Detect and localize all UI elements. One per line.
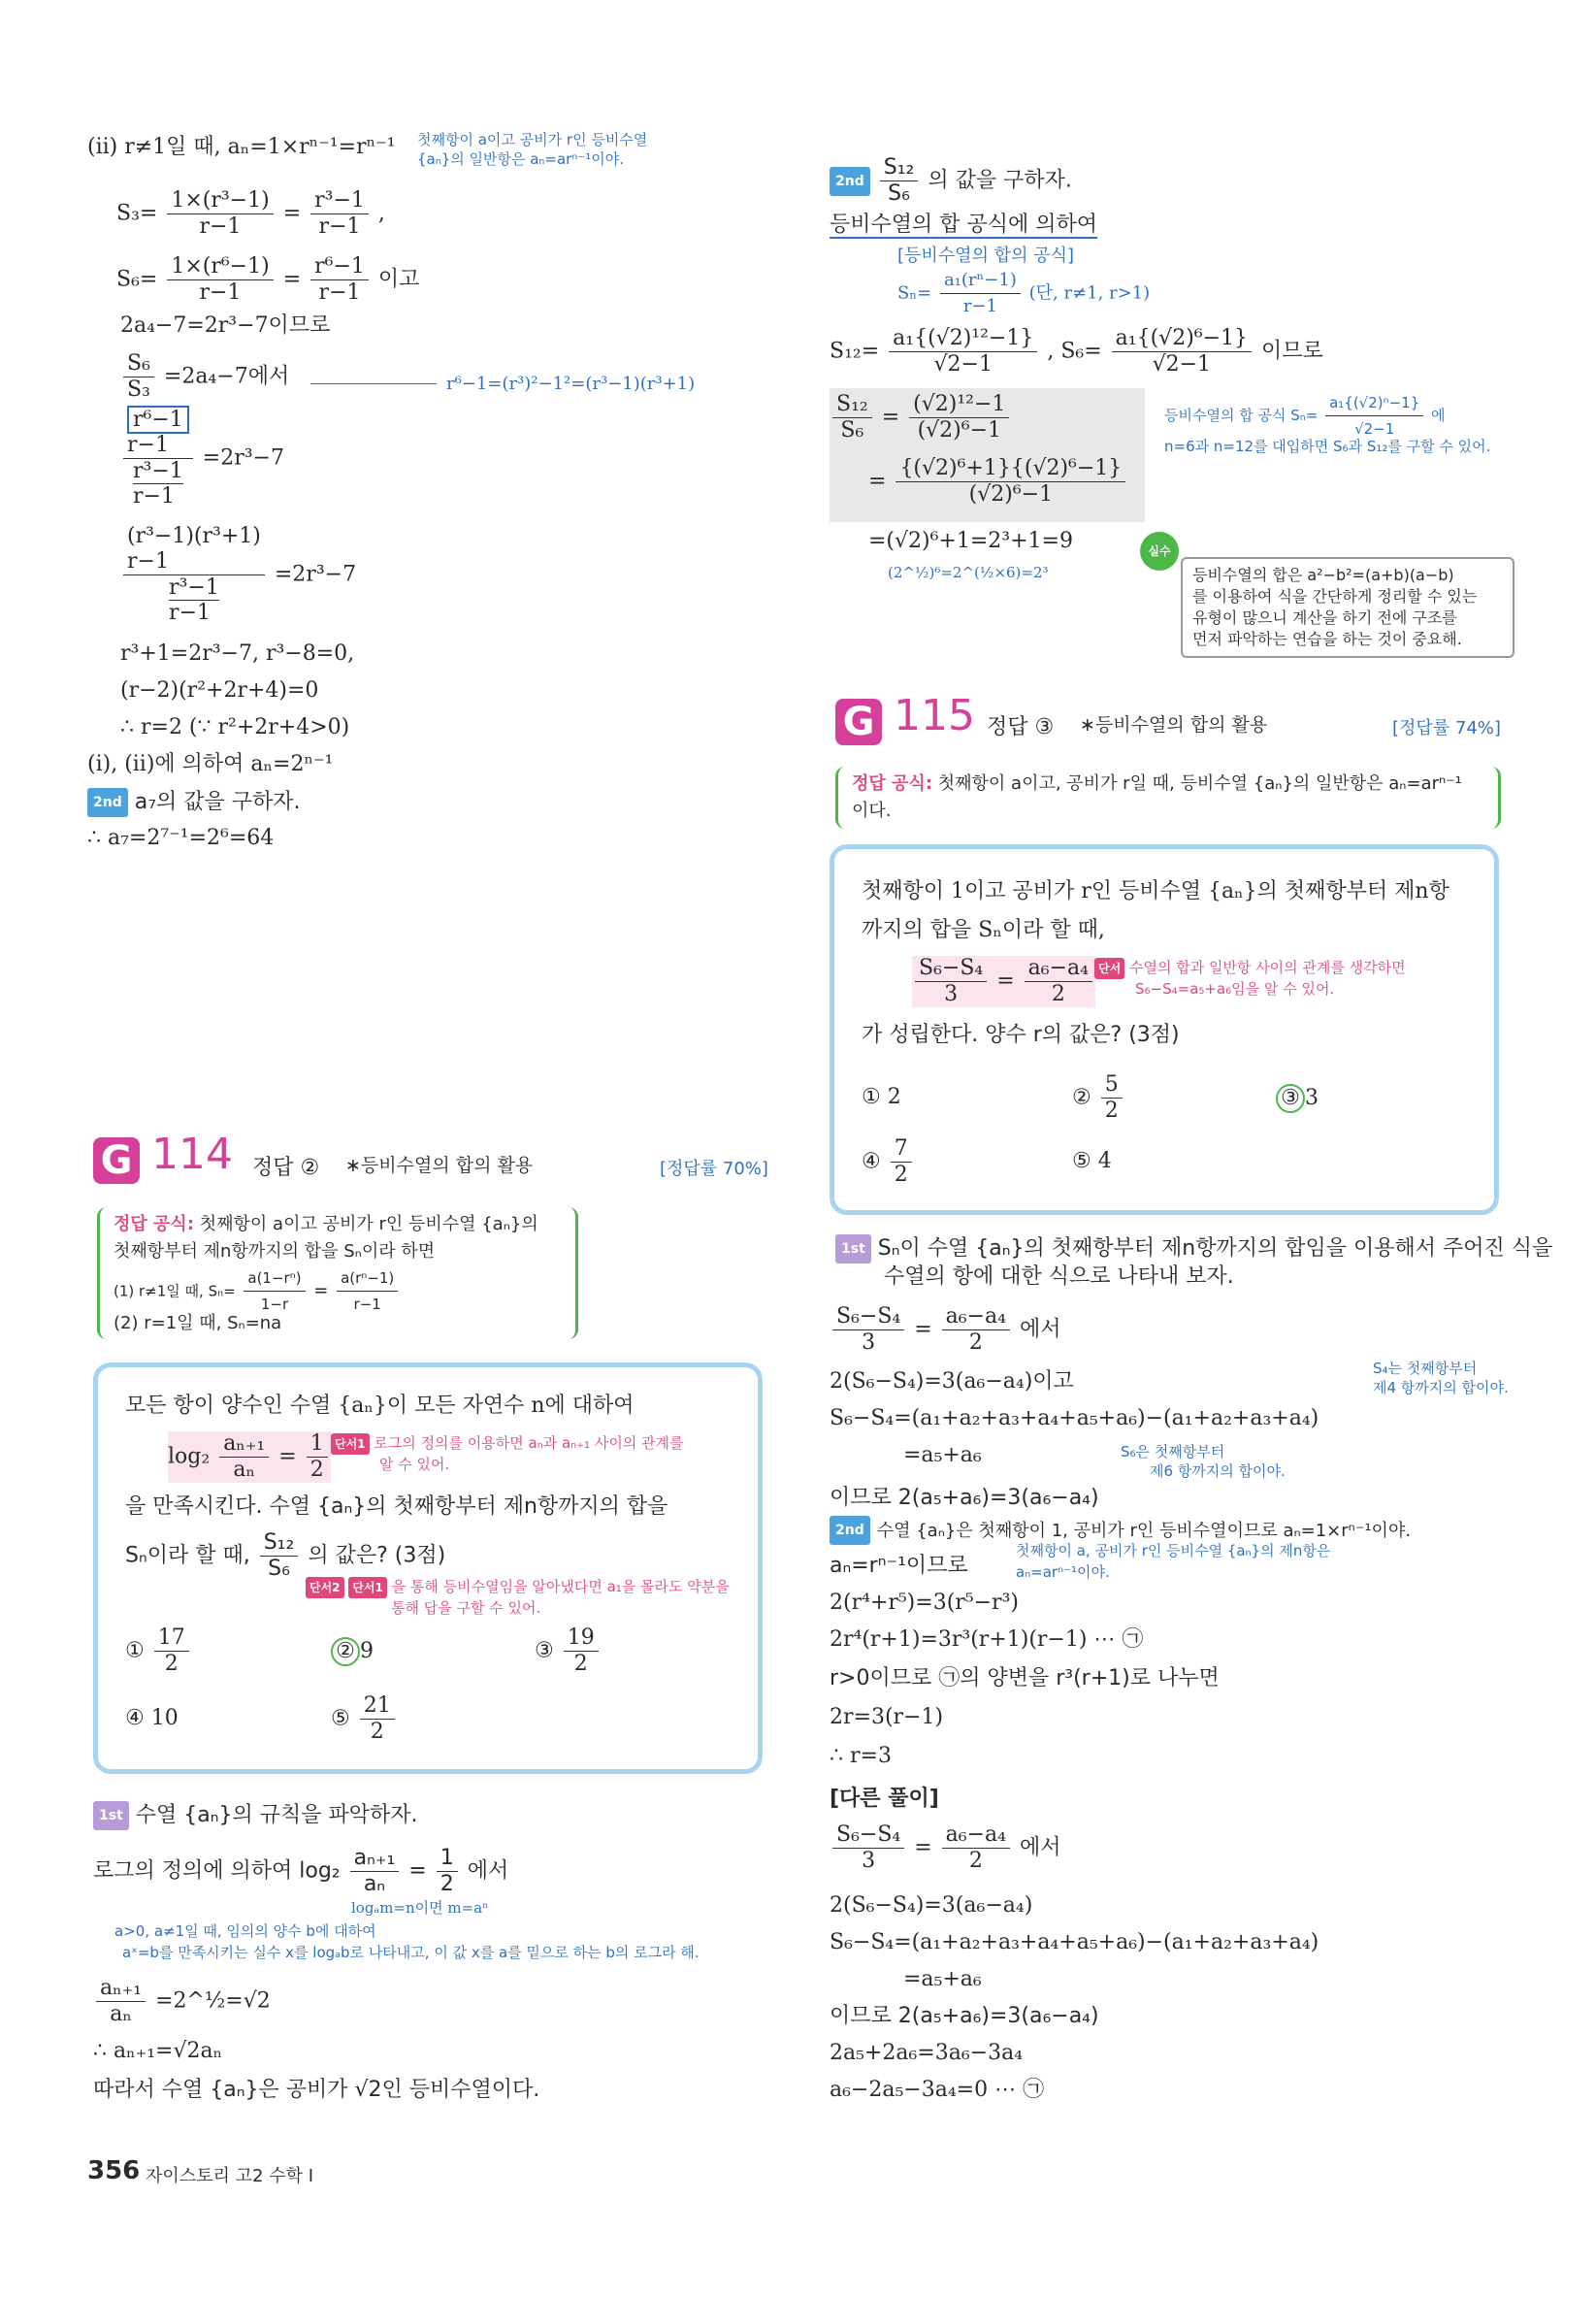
- case2-note-2: {aₙ}의 일반항은 aₙ=arⁿ⁻¹이야.: [417, 150, 624, 168]
- mistake-icon: 실수: [1140, 532, 1179, 571]
- log-note-2: aˣ=b를 만족시키는 실수 x를 logₐb로 나타내고, 이 값 x를 a를 밑으로 하는 b의 로그라 해.: [122, 1944, 700, 1961]
- sol115-step2: 2nd 수열 {aₙ}은 첫째항이 1, 공비가 r인 등비수열이므로 aₙ=1×rⁿ⁻¹이야.: [830, 1516, 1411, 1545]
- alt-e3: S₆−S₄=(a₁+a₂+a₃+a₄+a₅+a₆)−(a₁+a₂+a₃+a₄): [830, 1930, 1319, 1954]
- hint-1: 단서1 로그의 정의를 이용하면 aₙ과 aₙ₊₁ 사이의 관계를: [331, 1433, 684, 1455]
- sol114-line2: $\frac{\text{aₙ₊₁}}{\text{aₙ}}$ =2^½=√2: [93, 1976, 271, 2027]
- alt-e2: 2(S₆−S₄)=3(a₆−a₄): [830, 1893, 1033, 1918]
- alt-e7: a₆−2a₅−3a₄=0 ⋯ ㉠: [830, 2078, 1045, 2102]
- problem-badge: G: [93, 1137, 140, 1184]
- sol115-e6: aₙ=rⁿ⁻¹이므로: [830, 1554, 968, 1578]
- problem-text-3: Sₙ이라 할 때, $\frac{\text{S₁₂}}{\text{S₆}}$ 의 값은? (3점): [125, 1530, 446, 1581]
- problem-number: 114: [151, 1130, 233, 1179]
- power-note: (2^½)⁶=2^(½×6)=2³: [888, 564, 1049, 581]
- problem-box: [93, 1362, 763, 1774]
- sol115-e1: $\frac{\text{S₆−S₄}}{3}$ = $\frac{\text{a₆−a₄}}{2}$ 에서: [830, 1304, 1060, 1356]
- eq-line-3: ∴ r=2 (∵ r²+2r+4>0): [120, 715, 350, 739]
- hint: 단서 수열의 합과 일반항 사이의 관계를 생각하면: [1094, 958, 1406, 979]
- big-fraction-2: (r³−1)(r³+1) r−1 r³−1 r−1 =2r³−7: [120, 524, 356, 626]
- sol115-step1: 1st Sₙ이 수열 {aₙ}의 첫째항부터 제n항까지의 합임을 이용해서 주어진 식을: [835, 1234, 1552, 1263]
- result-line: ∴ a₇=2⁷⁻¹=2⁶=64: [87, 826, 275, 850]
- hint-2: 단서2 단서1 을 통해 등비수열임을 알아냈다면 a₁을 몰라도 약분을: [306, 1577, 730, 1598]
- problem-box: [830, 844, 1499, 1215]
- conclusion-line: (i), (ii)에 의하여 aₙ=2ⁿ⁻¹: [87, 752, 334, 776]
- sol114-step1: 1st 수열 {aₙ}의 규칙을 파악하자.: [93, 1801, 418, 1830]
- choice-3-correct[interactable]: ③ 3: [1276, 1084, 1319, 1113]
- choice-5[interactable]: ⑤ 4: [1072, 1149, 1112, 1173]
- s6-equation: S₆= $\frac{\text{1×(r⁶−1)}}{r-1}$ = $\frac{\text{r⁶−1}}{r-1}$ 이고: [116, 254, 420, 305]
- ratio-result: =(√2)⁶+1=2³+1=9: [868, 529, 1073, 553]
- ratio-calc-1: $\frac{\text{S₁₂}}{\text{S₆}}$ = $\frac{\text{(√2)¹²−1}}{\text{(√2)⁶−1}}$: [830, 392, 1012, 443]
- s4-note-2: 제4 항까지의 합이야.: [1373, 1379, 1509, 1396]
- sol115-e8: 2r⁴(r+1)=3r³(r+1)(r−1) ⋯ ㉠: [830, 1627, 1144, 1652]
- sol114-line4: 따라서 수열 {aₙ}은 공비가 √2인 등비수열이다.: [93, 2078, 540, 2102]
- sol115-e9: r>0이므로 ㉠의 양변을 r³(r+1)로 나누면: [830, 1666, 1220, 1690]
- s3-equation: S₃= $\frac{\text{1×(r³−1)}}{r-1}$ = $\frac{\text{r³−1}}{r-1}$ ,: [116, 188, 385, 239]
- ratio-line: $\frac{\text{S₆}}{\text{S₃}}$ =2a₄−7에서: [120, 351, 289, 403]
- factor-note: r⁶−1=(r³)²−1²=(r³−1)(r³+1): [446, 374, 696, 394]
- problem-text-2: 까지의 합을 Sₙ이라 할 때,: [862, 918, 1105, 942]
- step-tag: 1st: [835, 1234, 871, 1263]
- sol115-e7: 2(r⁴+r⁵)=3(r⁵−r³): [830, 1591, 1019, 1615]
- choice-4[interactable]: ④ $\frac{7}{2}$: [862, 1136, 915, 1188]
- given-log-equation: log₂ $\frac{\text{aₙ₊₁}}{\text{aₙ}}$ = $\frac{1}{2}$: [168, 1431, 331, 1483]
- answer-label: 정답 ③: [987, 715, 1055, 739]
- ratio-calc-2: = $\frac{\text{\{(√2)⁶+1\}\{(√2)⁶−1\}}}{\text{(√2)⁶−1}}$: [868, 456, 1128, 508]
- tip-box: 등비수열의 합은 a²−b²=(a+b)(a−b) 를 이용하여 식을 간단하게 정리할 수 있는 유형이 많으니 계산을 하기 전에 구조를 먼저 파악하는 연습을 하는 것이 중요해.: [1181, 557, 1515, 658]
- formula-box: 정답 공식: 첫째항이 a이고 공비가 r인 등비수열 {aₙ}의 첫째항부터 제n항까지의 합을 Sₙ이라 하면 (1) r≠1일 때, Sₙ= $\frac{\text{a(1−rⁿ)}}{1-r}$ = $\frac{\text{a(rⁿ−1)}}{r-1}$ (2) r=1일 때, Sₙ=na: [97, 1207, 578, 1339]
- alt-e4: =a₅+a₆: [903, 1967, 982, 1991]
- step2-header: 2nd $\frac{\text{S₁₂}}{\text{S₆}}$ 의 값을 구하자.: [830, 155, 1072, 207]
- sol114-line3: ∴ aₙ₊₁=√2aₙ: [93, 2039, 223, 2063]
- alt-solution-title: [다른 풀이]: [830, 1787, 939, 1811]
- sol115-e11: ∴ r=3: [830, 1744, 892, 1768]
- alt-e6: 2a₅+2a₆=3a₆−3a₄: [830, 2041, 1024, 2065]
- s6-note-2: 제6 항까지의 합이야.: [1150, 1462, 1286, 1480]
- sol115-e4: =a₅+a₆: [903, 1443, 982, 1467]
- eq-line-2: (r−2)(r²+2r+4)=0: [120, 678, 319, 703]
- log-note-1: a>0, a≠1일 때, 임의의 양수 b에 대하여: [114, 1922, 376, 1940]
- s6-note: S₆은 첫째항부터: [1121, 1443, 1225, 1460]
- alt-e1: $\frac{\text{S₆−S₄}}{3}$ = $\frac{\text{a₆−a₄}}{2}$ 에서: [830, 1822, 1060, 1874]
- correct-rate: [정답률 70%]: [660, 1159, 768, 1179]
- sol114-line1: 로그의 정의에 의하여 log₂ $\frac{\text{aₙ₊₁}}{\text{aₙ}}$ = $\frac{1}{2}$ 에서: [93, 1846, 509, 1896]
- sum-formula-box: Sₙ= $\frac{\text{a₁(rⁿ−1)}}{r-1}$ (단, r≠1, r>1): [897, 270, 1151, 316]
- correct-rate: [정답률 74%]: [1392, 718, 1501, 738]
- book-title: 자이스토리 고2 수학 I: [146, 2166, 314, 2186]
- choice-1[interactable]: ① $\frac{17}{2}$: [125, 1625, 192, 1677]
- problem-badge: G: [835, 699, 882, 745]
- general-term-note-2: aₙ=arⁿ⁻¹이야.: [1016, 1563, 1110, 1581]
- check-mark-icon: ③: [1276, 1084, 1305, 1113]
- problem-text-3: 가 성립한다. 양수 r의 값은? (3점): [862, 1023, 1180, 1047]
- choice-2-correct[interactable]: ② 9: [331, 1637, 374, 1666]
- eq-line-1: r³+1=2r³−7, r³−8=0,: [120, 641, 355, 666]
- hint-1b: 알 수 있어.: [379, 1456, 450, 1473]
- case2-line: (ii) r≠1일 때, aₙ=1×rⁿ⁻¹=rⁿ⁻¹: [87, 135, 396, 159]
- problem-number: 115: [894, 691, 975, 740]
- step-tag: 1st: [93, 1801, 129, 1830]
- sum-formula-line: 등비수열의 합 공식에 의하여: [830, 213, 1098, 237]
- choice-3[interactable]: ③ $\frac{19}{2}$: [535, 1625, 602, 1677]
- general-term-note: 첫째항이 a, 공비가 r인 등비수열 {aₙ}의 제n항은: [1016, 1542, 1331, 1559]
- problem-text-1: 모든 항이 양수인 수열 {aₙ}이 모든 자연수 n에 대하여: [125, 1394, 635, 1418]
- page-number: 356: [87, 2156, 141, 2185]
- sol115-e2: 2(S₆−S₄)=3(a₆−a₄)이고: [830, 1369, 1074, 1394]
- case2-note: 첫째항이 a이고 공비가 r인 등비수열: [417, 131, 648, 148]
- sol115-e10: 2r=3(r−1): [830, 1705, 944, 1729]
- hint-2b: 통해 답을 구할 수 있어.: [391, 1599, 541, 1617]
- sum-formula-box-title: [등비수열의 합의 공식]: [897, 246, 1074, 266]
- alt-e5: 이므로 2(a₅+a₆)=3(a₆−a₄): [830, 2004, 1099, 2028]
- problem-topic: ∗등비수열의 합의 활용: [345, 1155, 534, 1176]
- step-tag: 2nd: [830, 167, 870, 196]
- s4-note: S₄는 첫째항부터: [1373, 1360, 1478, 1377]
- problem-topic: ∗등비수열의 합의 활용: [1080, 714, 1268, 736]
- sol115-step1b: 수열의 항에 대한 식으로 나타내 보자.: [884, 1264, 1234, 1289]
- step2-line: 2nd a₇의 값을 구하자.: [87, 788, 301, 817]
- answer-label: 정답 ②: [252, 1156, 320, 1180]
- log-definition-note: logₐm=n이면 m=aⁿ: [351, 1899, 489, 1917]
- hint-2: S₆−S₄=a₅+a₆임을 알 수 있어.: [1135, 980, 1335, 998]
- check-mark-icon: ②: [331, 1637, 360, 1666]
- sum-note: 등비수열의 합 공식 Sₙ= $\frac{\text{a₁\{(√2)ⁿ−1\}}}{√2-1}$ 에: [1164, 390, 1446, 442]
- problem-text-2: 을 만족시킨다. 수열 {aₙ}의 첫째항부터 제n항까지의 합을: [125, 1494, 668, 1519]
- formula-box: 정답 공식: 첫째항이 a이고, 공비가 r일 때, 등비수열 {aₙ}의 일반항은 aₙ=arⁿ⁻¹ 이다.: [835, 767, 1501, 829]
- choice-1[interactable]: ① 2: [862, 1085, 901, 1109]
- step-tag: 2nd: [830, 1516, 870, 1545]
- problem-text-1: 첫째항이 1이고 공비가 r인 등비수열 {aₙ}의 첫째항부터 제n항: [862, 879, 1449, 903]
- sum-note-2: n=6과 n=12를 대입하면 S₆과 S₁₂를 구할 수 있어.: [1164, 438, 1491, 455]
- choice-2[interactable]: ② $\frac{5}{2}$: [1072, 1072, 1125, 1124]
- s12-s6-line: S₁₂= $\frac{\text{a₁\{(√2)¹²−1\}}}{√2-1}$ , S₆= $\frac{\text{a₁\{(√2)⁶−1\}}}{√2-1}$ 이므로: [830, 326, 1323, 377]
- choice-4[interactable]: ④ 10: [125, 1706, 179, 1730]
- choice-5[interactable]: ⑤ $\frac{21}{2}$: [331, 1693, 398, 1745]
- sol115-e5: 이므로 2(a₅+a₆)=3(a₆−a₄): [830, 1486, 1099, 1510]
- sol115-e3: S₆−S₄=(a₁+a₂+a₃+a₄+a₅+a₆)−(a₁+a₂+a₃+a₄): [830, 1406, 1319, 1430]
- condition-line: 2a₄−7=2r³−7이므로: [120, 313, 331, 338]
- given-equation: $\frac{\text{S₆−S₄}}{3}$ = $\frac{\text{a₆−a₄}}{2}$: [912, 956, 1095, 1007]
- step-tag: 2nd: [87, 788, 128, 817]
- big-fraction-1: r⁶−1 r−1 r³−1 r−1 =2r³−7: [120, 408, 284, 509]
